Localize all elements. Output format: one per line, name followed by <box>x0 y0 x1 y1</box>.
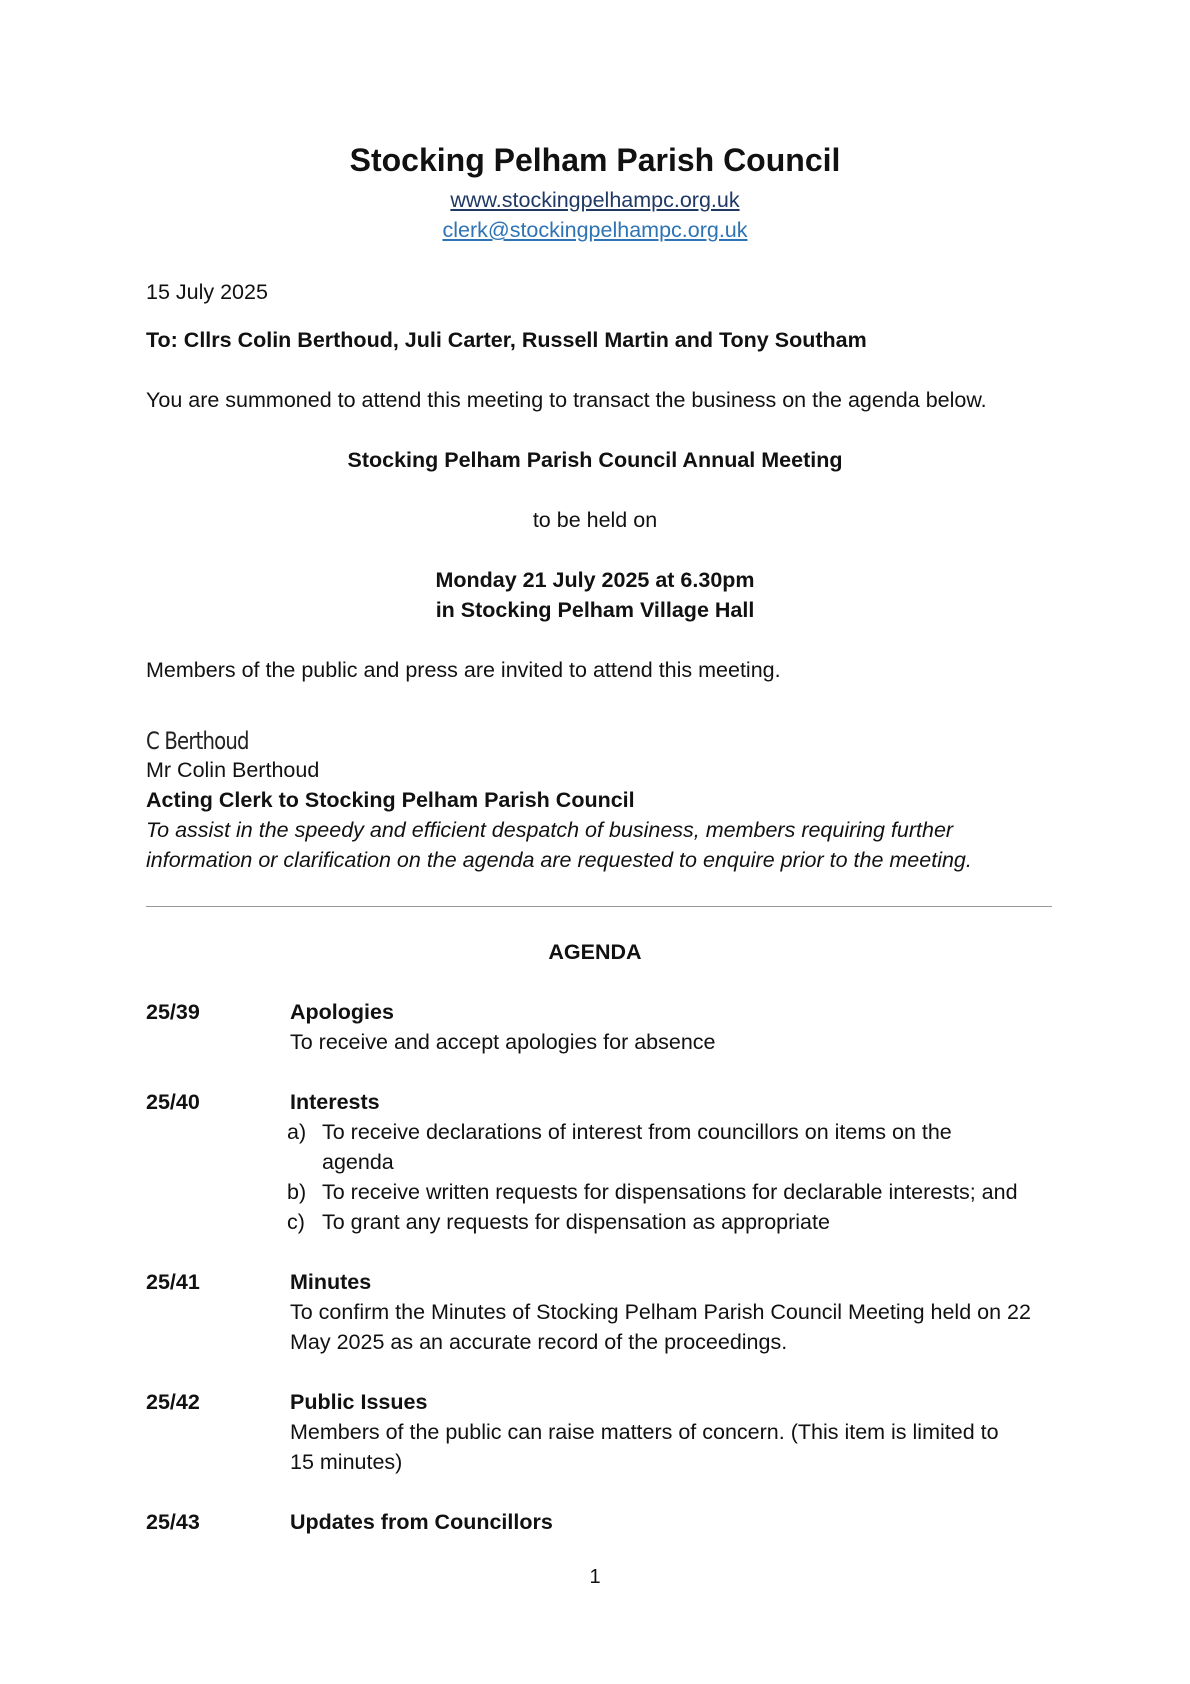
meeting-name: Stocking Pelham Parish Council Annual Meeting <box>347 448 843 472</box>
website-link[interactable]: www.stockingpelhampc.org.uk <box>450 188 740 212</box>
agenda-item-title: Public Issues <box>290 1390 428 1414</box>
sub-item-marker: b) <box>287 1180 307 1204</box>
sub-item-marker: a) <box>287 1120 307 1144</box>
agenda-item-number: 25/41 <box>146 1270 200 1294</box>
sub-item-marker: c) <box>287 1210 305 1234</box>
agenda-item-number: 25/39 <box>146 1000 200 1024</box>
agenda-item-title: Interests <box>290 1090 380 1114</box>
sub-item-text: agenda <box>322 1150 394 1174</box>
agenda-item-text: To confirm the Minutes of Stocking Pelham Parish Council Meeting held on 22 <box>290 1300 1031 1324</box>
held-on-text: to be held on <box>532 508 658 532</box>
clerk-name: Mr Colin Berthoud <box>146 758 320 782</box>
clerk-note-line-1: To assist in the speedy and efficient despatch of business, members requiring further <box>146 818 954 842</box>
clerk-note-line-2: information or clarification on the agenda are requested to enquire prior to the meeting. <box>146 848 972 872</box>
sub-item-text: To receive declarations of interest from councillors on items on the <box>322 1120 952 1144</box>
agenda-item-text: May 2025 as an accurate record of the proceedings. <box>290 1330 788 1354</box>
signature: C Berthoud <box>146 727 249 755</box>
agenda-item-title: Minutes <box>290 1270 372 1294</box>
agenda-item-title: Apologies <box>290 1000 394 1024</box>
summons-text: You are summoned to attend this meeting to transact the business on the agenda below. <box>146 388 987 412</box>
agenda-heading: AGENDA <box>548 940 642 964</box>
sub-item-text: To receive written requests for dispensations for declarable interests; and <box>322 1180 1018 1204</box>
recipients-line: To: Cllrs Colin Berthoud, Juli Carter, Russell Martin and Tony Southam <box>146 328 867 352</box>
agenda-item-text: Members of the public can raise matters of concern. (This item is limited to <box>290 1420 999 1444</box>
agenda-item-text: To receive and accept apologies for absence <box>290 1030 716 1054</box>
letter-date: 15 July 2025 <box>146 280 268 304</box>
page-number: 1 <box>589 1566 601 1588</box>
sub-item-text: To grant any requests for dispensation as appropriate <box>322 1210 830 1234</box>
email-link[interactable]: clerk@stockingpelhampc.org.uk <box>442 218 748 242</box>
agenda-item-number: 25/43 <box>146 1510 200 1534</box>
section-divider <box>146 906 1052 907</box>
public-invite: Members of the public and press are invited to attend this meeting. <box>146 658 781 682</box>
council-title: Stocking Pelham Parish Council <box>349 142 841 178</box>
agenda-item-text: 15 minutes) <box>290 1450 403 1474</box>
meeting-datetime: Monday 21 July 2025 at 6.30pm <box>435 568 755 592</box>
agenda-item-title: Updates from Councillors <box>290 1510 553 1534</box>
meeting-venue: in Stocking Pelham Village Hall <box>435 598 755 622</box>
clerk-role: Acting Clerk to Stocking Pelham Parish Council <box>146 788 635 812</box>
agenda-item-number: 25/40 <box>146 1090 200 1114</box>
agenda-item-number: 25/42 <box>146 1390 200 1414</box>
